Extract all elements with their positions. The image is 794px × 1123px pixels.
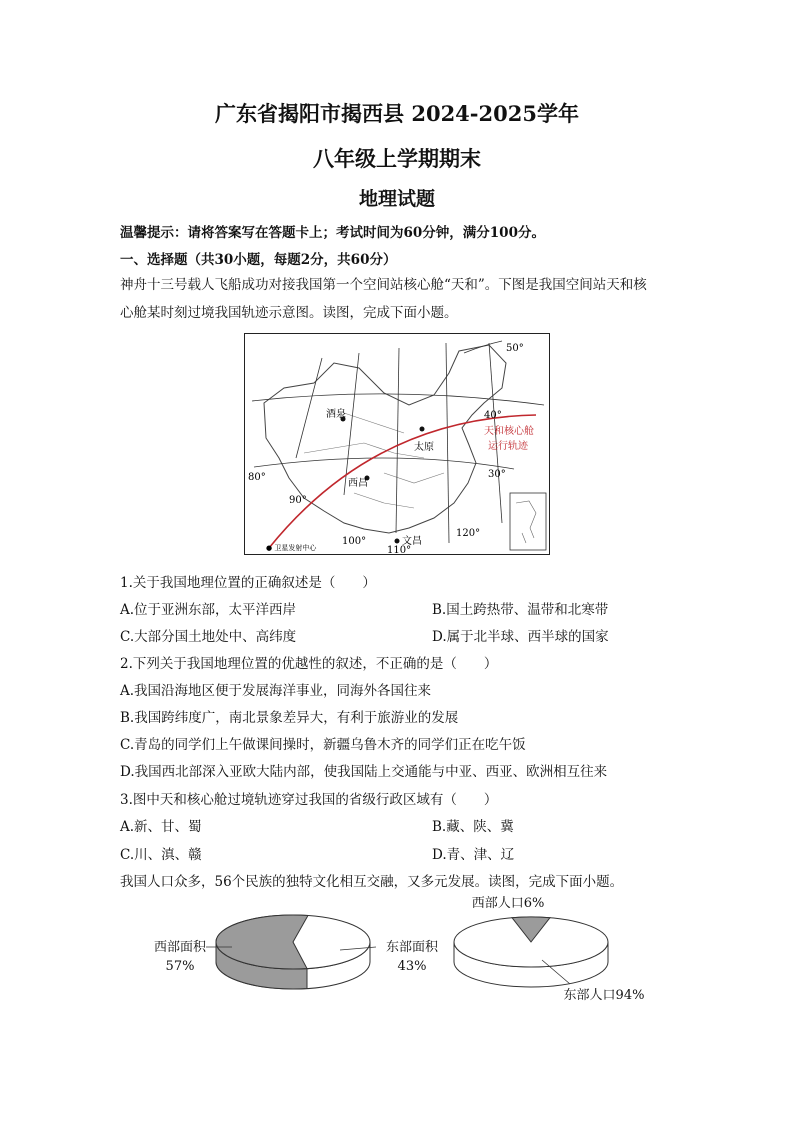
- west-pop-label: 西部人口6%: [471, 896, 545, 911]
- doc-subject: 地理试题: [358, 188, 435, 210]
- q2-option-b: B.我国跨纬度广，南北景象差异大，有利于旅游业的发展: [120, 710, 459, 726]
- city-jiuquan: 酒泉: [326, 409, 346, 420]
- q3-option-d: D.青、津、辽: [432, 847, 515, 863]
- section-heading: 一、选择题（共30小题，每题2分，共60分）: [120, 252, 397, 268]
- intro-line-1: 神舟十三号载人飞船成功对接我国第一个空间站核心舱“天和”。下图是我国空间站天和核: [120, 277, 647, 293]
- exam-notice: 温馨提示：请将答案写在答题卡上；考试时间为60分钟，满分100分。: [120, 225, 545, 241]
- intro-population: 我国人口众多，56个民族的独特文化相互交融，又多元发展。读图，完成下面小题。: [120, 874, 624, 890]
- west-area-name: 西部面积: [153, 940, 206, 955]
- lon-120-label: 120°: [456, 528, 481, 539]
- orbit-label-1: 天和核心舱: [484, 426, 534, 437]
- q3-option-c: C.川、滇、赣: [120, 847, 202, 863]
- lon-90-label: 90°: [289, 495, 307, 506]
- east-pop-label: 东部人口94%: [563, 988, 645, 1003]
- q1-option-b: B.国土跨热带、温带和北寒带: [432, 602, 609, 618]
- lon-100-label: 100°: [342, 536, 367, 547]
- city-taiyuan: 太原: [414, 442, 434, 453]
- q2-option-a: A.我国沿海地区便于发展海洋事业，同海外各国往来: [120, 683, 432, 699]
- q3-option-b: B.藏、陕、冀: [432, 819, 514, 835]
- lon-110-label: 110°: [387, 545, 412, 555]
- q1-option-a: A.位于亚洲东部，太平洋西岸: [120, 602, 297, 618]
- east-area-pct: 43%: [397, 959, 427, 974]
- china-orbit-map: [244, 333, 550, 555]
- lon-80-label: 80°: [248, 472, 266, 483]
- lat-40-label: 40°: [484, 410, 502, 421]
- q2-option-d: D.我国西北部深入亚欧大陆内部，使我国陆上交通能与中亚、西亚、欧洲相互往来: [120, 764, 608, 780]
- lat-50-label: 50°: [506, 343, 524, 354]
- q1-stem: 1.关于我国地理位置的正确叙述是（ ）: [120, 575, 376, 591]
- doc-subtitle: 八年级上学期期末: [313, 146, 481, 171]
- q2-stem: 2.下列关于我国地理位置的优越性的叙述，不正确的是（ ）: [120, 656, 498, 672]
- q2-option-c: C.青岛的同学们上午做课间操时，新疆乌鲁木齐的同学们正在吃午饭: [120, 737, 526, 753]
- lat-30-label: 30°: [488, 469, 506, 480]
- east-area-label: [378, 938, 446, 976]
- doc-title: 广东省揭阳市揭西县 2024-2025学年: [215, 101, 579, 126]
- orbit-label-2: 运行轨迹: [488, 441, 528, 452]
- q1-option-d: D.属于北半球、西半球的国家: [432, 629, 609, 645]
- map-legend: ● 卫星发射中心: [266, 544, 317, 552]
- q3-stem: 3.图中天和核心舱过境轨迹穿过我国的省级行政区域有（ ）: [120, 792, 498, 808]
- population-pie-chart: [450, 912, 612, 992]
- q3-option-a: A.新、甘、蜀: [120, 819, 202, 835]
- east-area-name: 东部面积: [385, 940, 438, 955]
- city-xichang: 西昌: [348, 478, 368, 489]
- q1-option-c: C.大部分国土地处中、高纬度: [120, 629, 297, 645]
- city-wenchang: 文昌: [402, 536, 422, 547]
- west-area-pct: 57%: [165, 959, 195, 974]
- intro-line-2: 心舱某时刻过境我国轨迹示意图。读图，完成下面小题。: [120, 305, 458, 321]
